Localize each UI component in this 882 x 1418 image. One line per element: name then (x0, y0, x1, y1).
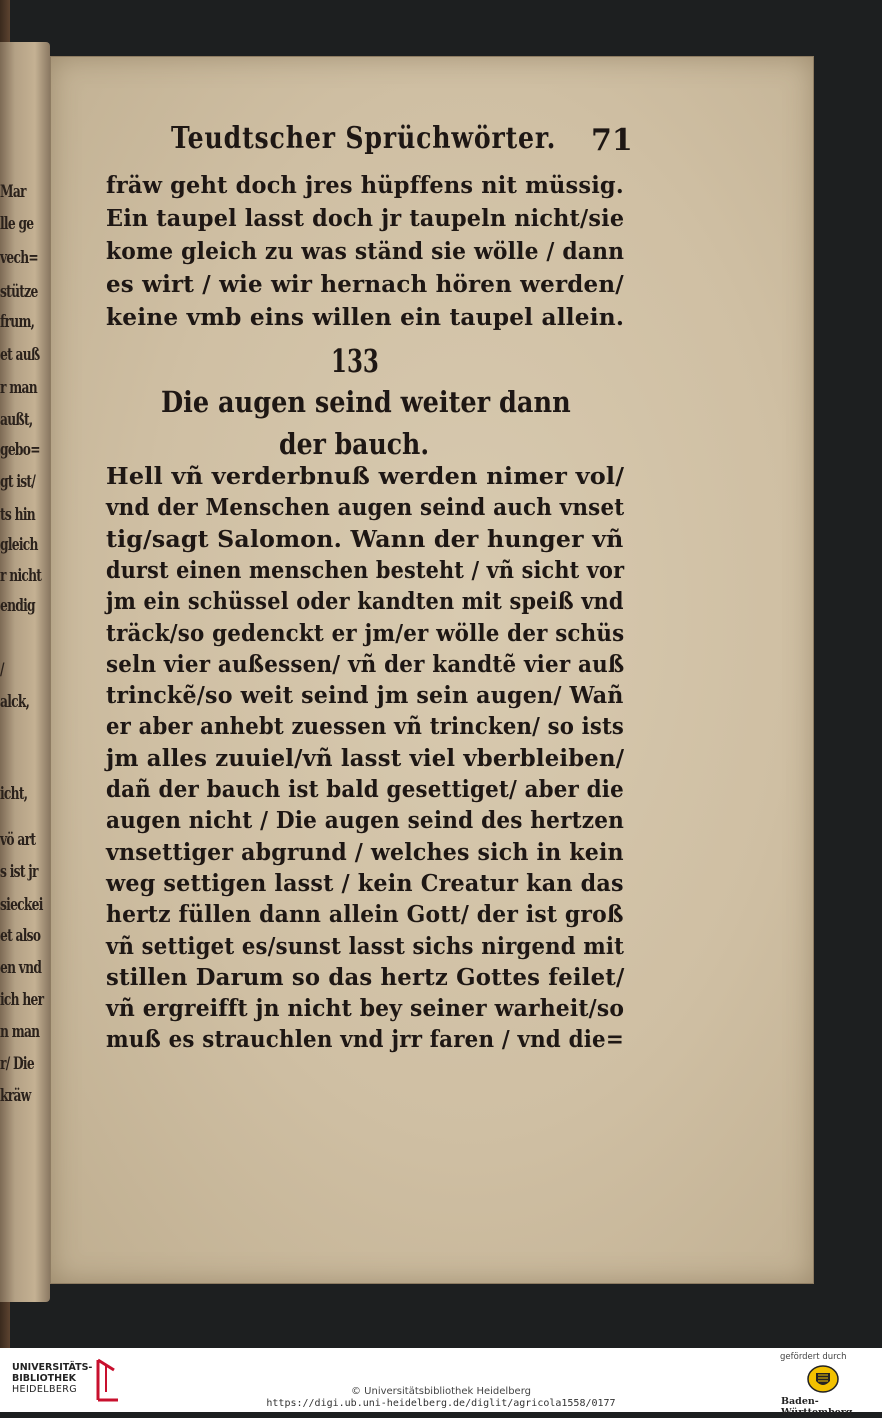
text-line: er aber anhebt zuessen vñ trincken/ so ists (106, 712, 625, 741)
chapter-title-line-2: der bauch. (279, 427, 430, 461)
text-line: jm alles zuuiel/vñ lasst viel vberbleiben/ (106, 743, 625, 772)
left-page-line: Mar (0, 182, 26, 202)
text-line: vñ ergreifft jn nicht bey seiner warheit/so (106, 994, 625, 1023)
library-name-line-1: UNIVERSITÄTS- (12, 1362, 93, 1373)
left-page-line: stütze (0, 282, 38, 302)
text-line: fräw geht doch jres hüpffens nit müssig. (106, 171, 624, 199)
left-page-line: vö art (0, 830, 36, 850)
viewer-footer (0, 1348, 882, 1418)
text-line: stillen Darum so das hertz Gottes feilet/ (106, 962, 625, 991)
text-line: hertz füllen dann allein Gott/ der ist groß (106, 900, 624, 929)
text-line: seln vier außessen/ vñ der kandtẽ vier auß (106, 649, 625, 678)
funder-name: Baden-Württemberg (781, 1396, 853, 1418)
text-line: träck/so gedenckt er jm/er wölle der schüs (106, 618, 625, 647)
library-name-line-2: BIBLIOTHEK (12, 1373, 76, 1384)
chapter-number: 133 (331, 342, 379, 380)
baden-wuerttemberg-emblem-icon (806, 1364, 840, 1398)
text-line: tig/sagt Salomon. Wann der hunger vñ (106, 524, 624, 553)
text-line: weg settigen lasst / kein Creatur kan das (106, 868, 624, 897)
text-line: kome gleich zu was ständ sie wölle / dann (106, 237, 625, 265)
left-page-line: ich her (0, 990, 44, 1010)
left-page-line: icht, (0, 784, 28, 804)
left-page-line: et auß (0, 345, 40, 365)
left-page-line: r nicht (0, 566, 42, 586)
page-number: 71 (591, 123, 633, 158)
text-line: Ein taupel lasst doch jr taupeln nicht/sie (106, 204, 625, 232)
left-page-line: en vnd (0, 958, 42, 978)
funded-by-label: gefördert durch (780, 1352, 847, 1362)
chapter-title-line-1: Die augen seind weiter dann (161, 385, 571, 419)
left-page-line: gleich (0, 535, 38, 555)
left-page-line: r man (0, 378, 37, 398)
permalink-url[interactable]: https://digi.ub.uni-heidelberg.de/diglit/agricola1558/0177 (266, 1398, 616, 1409)
left-page-line: r/ Die (0, 1054, 34, 1074)
left-page-line: et also (0, 926, 41, 946)
left-page-line: ts hin (0, 505, 35, 525)
left-page-line: vech= (0, 248, 38, 268)
text-line: Hell vñ verderbnuß werden nimer vol/ (106, 462, 625, 490)
text-line: jm ein schüssel oder kandten mit speiß vnd (106, 587, 624, 616)
left-page-line: gebo= (0, 440, 40, 460)
text-line: vñ settiget es/sunst lasst sichs nirgend mit (106, 931, 625, 960)
book-page (50, 56, 814, 1284)
text-line: keine vmb eins willen ein taupel allein. (106, 303, 625, 331)
left-page-line: kräw (0, 1086, 31, 1106)
copyright-notice: © Universitätsbibliothek Heidelberg (350, 1386, 531, 1397)
text-line: trinckẽ/so weit seind jm sein augen/ Wañ (106, 681, 624, 710)
text-line: es wirt / wie wir hernach hören werden/ (106, 270, 624, 298)
text-line: durst einen menschen besteht / vñ sicht vor (106, 555, 625, 584)
left-page-line: frum, (0, 312, 35, 332)
left-page-line: alck, (0, 692, 30, 712)
left-page-line: endig (0, 596, 35, 616)
running-head: Teudtscher Sprüchwörter. (171, 121, 557, 156)
left-page-line: / (0, 660, 4, 680)
left-page-line: sieckei (0, 895, 43, 915)
left-page-line: s ist jr (0, 862, 38, 882)
left-page-line: n man (0, 1022, 40, 1042)
text-line: vnsettiger abgrund / welches sich in kein (106, 837, 624, 866)
text-line: augen nicht / Die augen seind des hertzen (106, 806, 625, 835)
text-line: dañ der bauch ist bald gesettiget/ aber die (106, 775, 624, 803)
text-line: vnd der Menschen augen seind auch vnset (106, 493, 625, 522)
left-page-line: gt ist/ (0, 472, 36, 492)
left-page-fragment (0, 42, 50, 1302)
left-page-line: außt, (0, 410, 33, 430)
library-name-line-3: HEIDELBERG (12, 1384, 78, 1395)
left-page-line: lle ge (0, 214, 34, 234)
text-line: muß es strauchlen vnd jrr faren / vnd die= (106, 1025, 624, 1054)
